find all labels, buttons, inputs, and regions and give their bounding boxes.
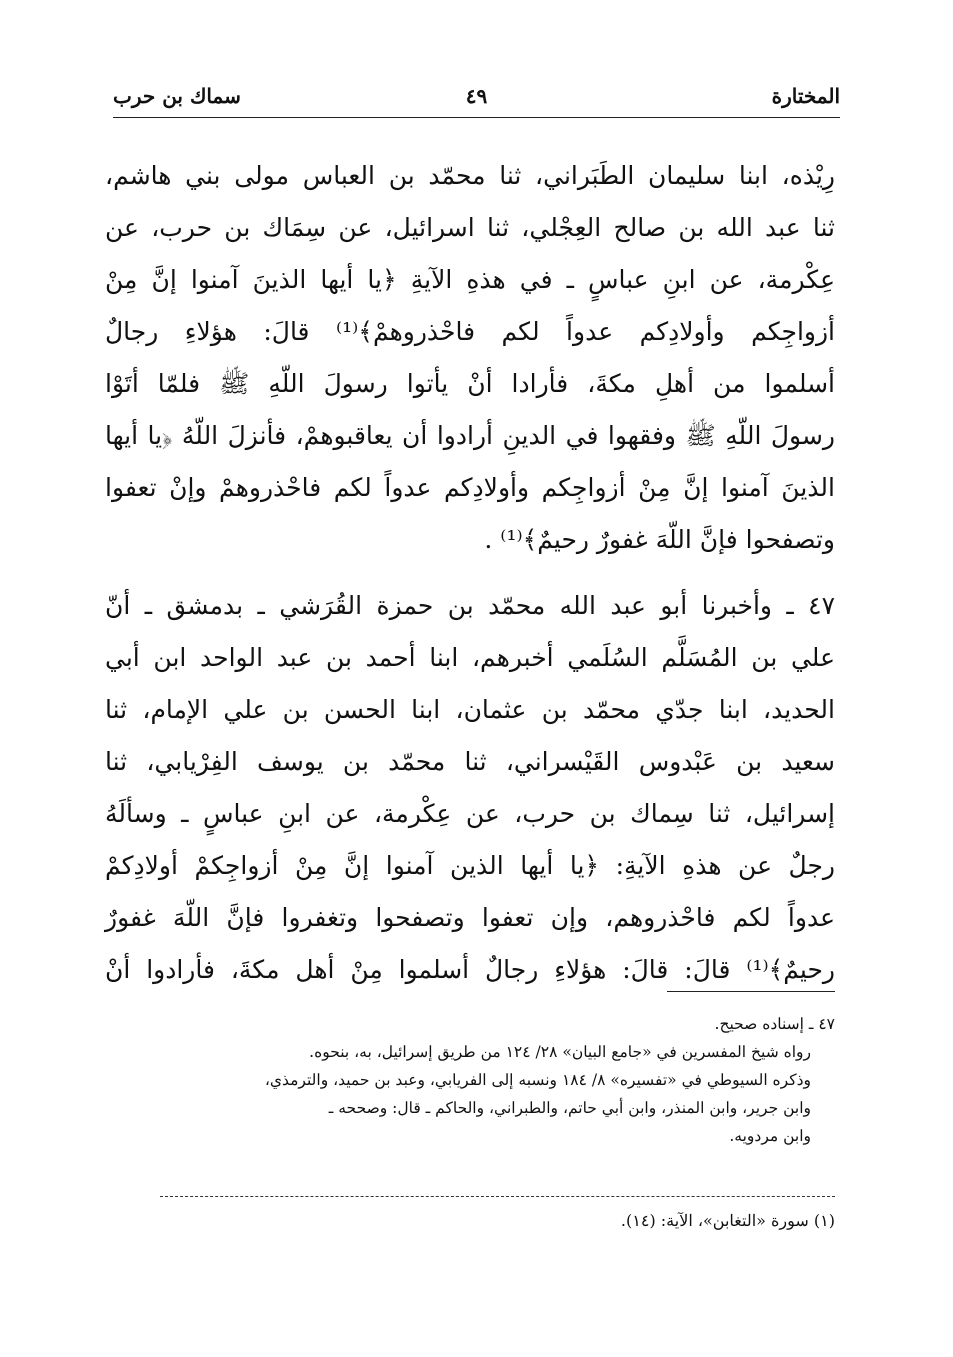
footnote-line: رواه شيخ المفسرين في «جامع البيان» ٢٨/ ١٢٤ من طريق إسرائيل، به، بنحوه. [309, 1043, 811, 1061]
text-line: علي بن المُسَلَّم السُلَمي أخبرهم، ابنا أحمد بن عبد الواحد ابن أبي [105, 643, 835, 672]
text-line: إسرائيل، ثنا سِماك بن حرب، عن عِكْرمة، عن ابنِ عباسٍ ـ وسألَهُ [105, 799, 835, 828]
footnote-line: وابن مردويه. [729, 1127, 811, 1145]
header-book-title: المختارة [771, 84, 840, 108]
text-line: عِكْرمة، عن ابنِ عباسٍ ـ في هذهِ الآيةِ ﴿يا أيها الذينَ آمنوا إنَّ مِنْ [105, 265, 835, 294]
footnote-line: وذكره السيوطي في «تفسيره» ٨/ ١٨٤ ونسبه إلى الفريابي، وعبد بن حميد، والترمذي، [264, 1071, 811, 1089]
footnote-separator [667, 991, 835, 992]
text-line: أسلموا من أهلِ مكةَ، فأرادا أنْ يأتوا رسولَ اللّهِ ﷺ فلمّا أتَوْا [105, 369, 835, 398]
paragraph-2 [105, 580, 835, 996]
footnote-dashed-separator [160, 1196, 835, 1197]
header-rule [113, 117, 840, 118]
text-line: رسولَ اللّهِ ﷺ وفقهوا في الدينِ أرادوا أن يعاقبوهمْ، فأنزلَ اللّهُ ﴿يا أيها [105, 421, 835, 450]
header-chapter-title: سماك بن حرب [113, 84, 241, 108]
text-line: ثنا عبد الله بن صالح العِجْلي، ثنا اسرائيل، عن سِمَاك بن حرب، عن [105, 213, 835, 242]
paragraph-1 [105, 150, 835, 566]
text-line: الذينَ آمنوا إنَّ مِنْ أزواجِكم وأولادِكم عدواً لكم فاحْذروهمْ وإنْ تعفوا [105, 473, 835, 502]
text-line: أزواجِكم وأولادِكم عدواً لكم فاحْذروهمْ﴾⁽¹⁾ قالَ: هؤلاءِ رجالٌ [105, 317, 836, 346]
text-line: رِيْذه، ابنا سليمان الطَبَراني، ثنا محمّد بن العباس مولى بني هاشم، [105, 161, 835, 190]
footnote-47-body [160, 1038, 835, 1150]
text-line: رجلٌ عن هذهِ الآيةِ: ﴿يا أيها الذين آمنوا إنَّ مِنْ أزواجِكمْ أولادِكمْ [105, 851, 835, 880]
footnote-47-heading: ٤٧ ـ إسناده صحيح. [714, 1015, 835, 1033]
text-line: وتصفحوا فإنَّ اللّهَ غفورٌ رحيمٌ﴾⁽¹⁾ . [484, 525, 835, 554]
running-header [113, 78, 840, 114]
page-number: ٤٩ [465, 84, 488, 108]
footnote-line: وابن جرير، وابن المنذر، وابن أبي حاتم، والطبراني، والحاكم ـ قال: وصححه ـ [328, 1099, 811, 1117]
text-line: رحيمٌ﴾⁽¹⁾ قالَ: قالَ: هؤلاءِ رجالٌ أسلموا مِنْ أهل مكةَ، فأرادوا أنْ [105, 955, 835, 984]
text-line: ٤٧ ـ وأخبرنا أبو عبد الله محمّد بن حمزة القُرَشي ـ بدمشق ـ أنّ [105, 591, 835, 620]
text-line: الحديد، ابنا جدّي محمّد بن عثمان، ابنا الحسن بن علي الإمام، ثنا [105, 695, 835, 724]
footnote-1: (١) سورة «التغابن»، الآية: (١٤). [620, 1211, 835, 1230]
text-line: عدواً لكم فاحْذروهم، وإن تعفوا وتصفحوا وتغفروا فإنَّ اللّهَ غفورٌ [105, 903, 835, 932]
footnotes [160, 1010, 835, 1150]
main-text [105, 150, 835, 996]
text-line: سعيد بن عَبْدوس القَيْسراني، ثنا محمّد بن يوسف الفِرْيابي، ثنا [105, 747, 835, 776]
